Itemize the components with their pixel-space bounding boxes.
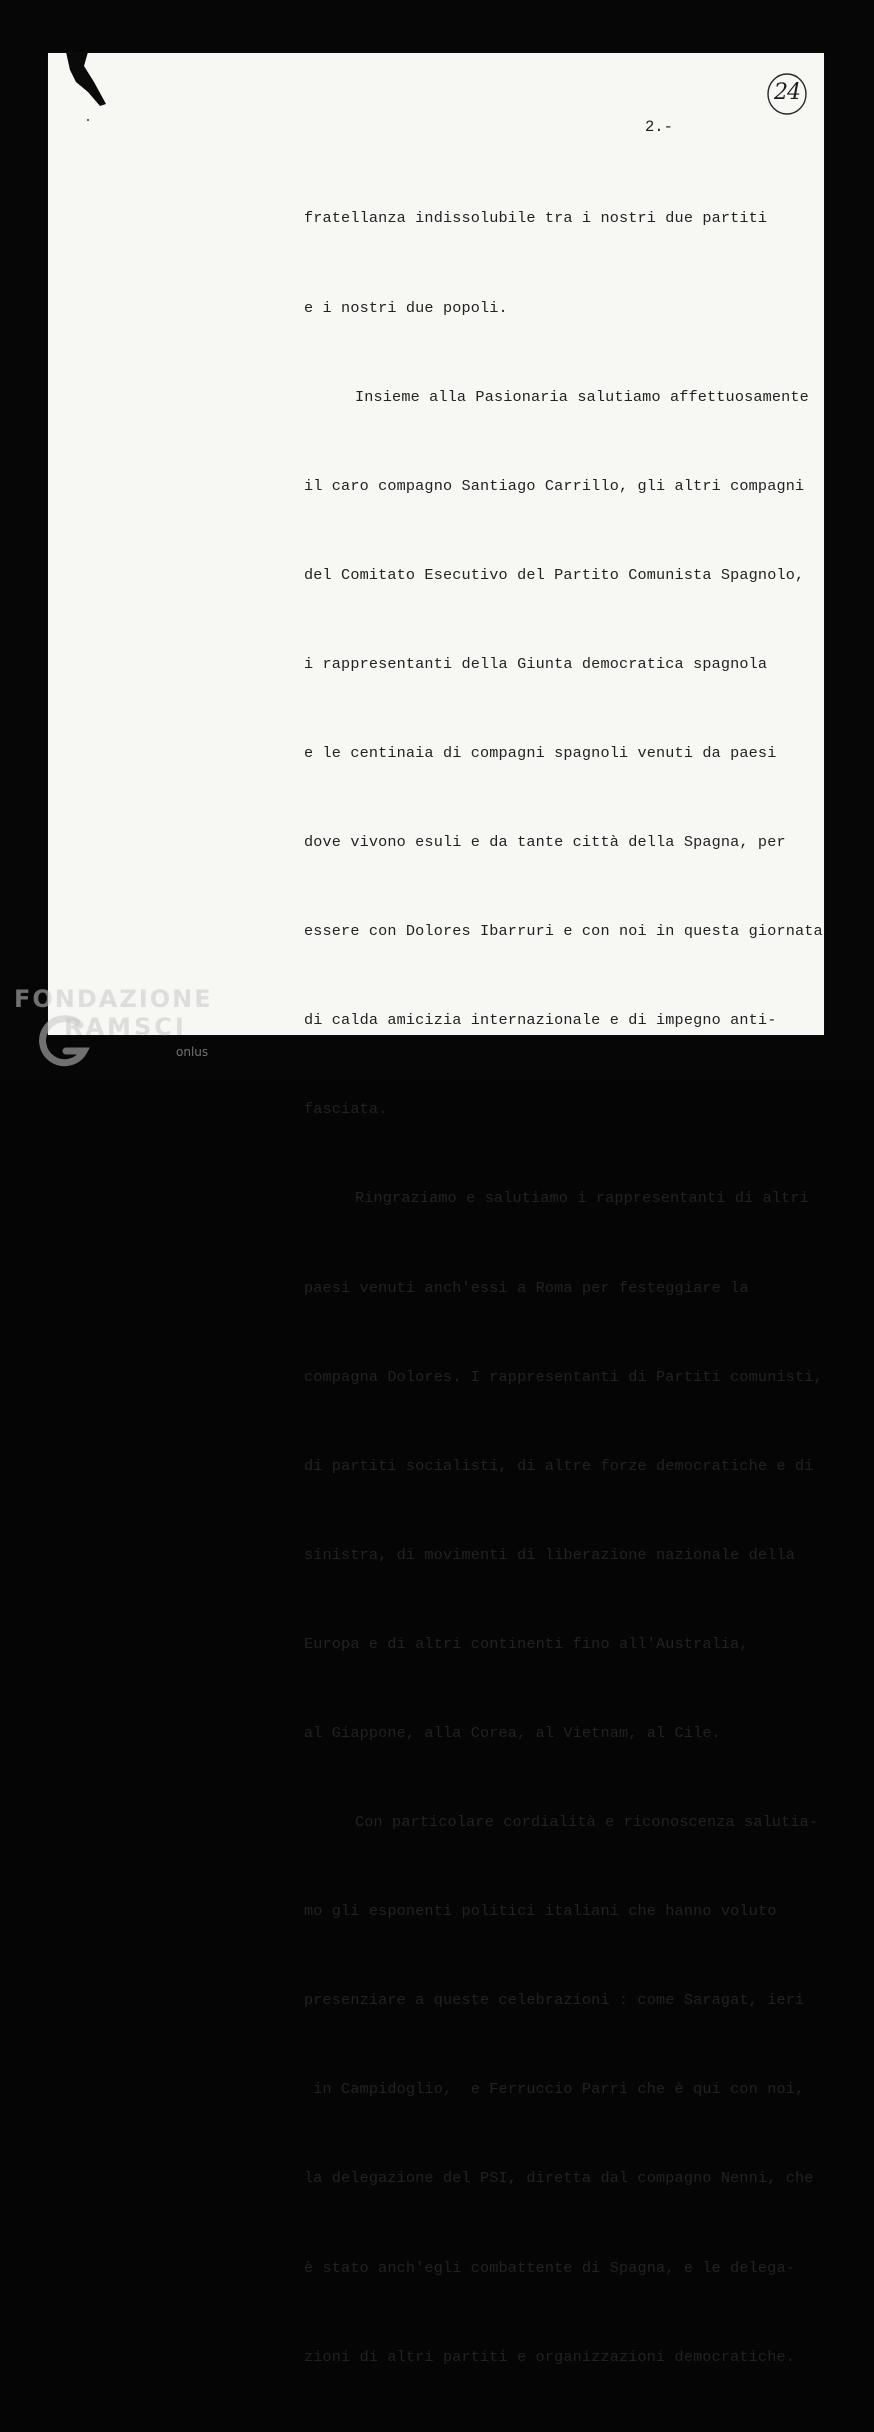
- torn-corner-mark: [66, 52, 106, 108]
- text-line: e le centinaia di compagni spagnoli venuti da paesi: [304, 743, 777, 762]
- text-line: è stato anch'egli combattente di Spagna, e le delega-: [304, 2258, 795, 2277]
- text-line: zioni di altri partiti e organizzazioni democratiche.: [304, 2347, 795, 2366]
- text-line: al Giappone, alla Corea, al Vietnam, al Cile.: [304, 1724, 721, 1742]
- typed-body-text: [304, 145, 823, 2432]
- text-line: la delegazione del PSI, diretta dal compagno Nenni, che: [304, 2169, 814, 2188]
- watermark-line1: FONDAZIONE: [14, 985, 213, 1013]
- watermark-line2: RAMSCI: [64, 1013, 187, 1041]
- text-line: in Campidoglio, e Ferruccio Parri che è qui con noi,: [304, 2080, 805, 2099]
- text-line: dove vivono esuli e da tante città della Spagna, per: [304, 833, 786, 852]
- text-line: presenziare a queste celebrazioni : come Saragat, ieri: [304, 1991, 805, 2010]
- text-line: Insieme alla Pasionaria salutiamo affettuosamente: [355, 387, 809, 406]
- text-line: mo gli esponenti politici italiani che hanno voluto: [304, 1902, 777, 1921]
- text-line: di calda amicizia internazionale e di impegno anti-: [304, 1011, 777, 1030]
- text-line: Ringraziamo e salutiamo i rappresentanti di altri: [355, 1189, 809, 1208]
- folio-number: 24: [774, 80, 800, 105]
- text-line: del Comitato Esecutivo del Partito Comunista Spagnolo,: [304, 565, 805, 584]
- text-line: paesi venuti anch'essi a Roma per festeggiare la: [304, 1278, 749, 1297]
- text-line: fratellanza indissolubile tra i nostri due partiti: [304, 209, 768, 228]
- text-line: il caro compagno Santiago Carrillo, gli altri compagni: [304, 476, 805, 495]
- text-line: Con particolare cordialità e riconoscenza salutia-: [355, 1813, 819, 1832]
- text-line: compagna Dolores. I rappresentanti di Partiti comunisti,: [304, 1367, 823, 1386]
- page-number: 2.-: [645, 118, 673, 136]
- text-line: Europa e di altri continenti fino all'Australia,: [304, 1634, 749, 1653]
- text-line: essere con Dolores Ibarruri e con noi in questa giornata: [304, 922, 823, 941]
- fondazione-gramsci-watermark: [8, 985, 228, 1075]
- text-line: e i nostri due popoli.: [304, 298, 508, 317]
- text-line: sinistra, di movimenti di liberazione nazionale della: [304, 1545, 795, 1564]
- text-line: i rappresentanti della Giunta democratica spagnola: [304, 654, 768, 673]
- text-line: di partiti socialisti, di altre forze democratiche e di: [304, 1456, 814, 1475]
- text-line: fasciata.: [304, 1100, 388, 1119]
- watermark-suffix: onlus: [176, 1045, 209, 1059]
